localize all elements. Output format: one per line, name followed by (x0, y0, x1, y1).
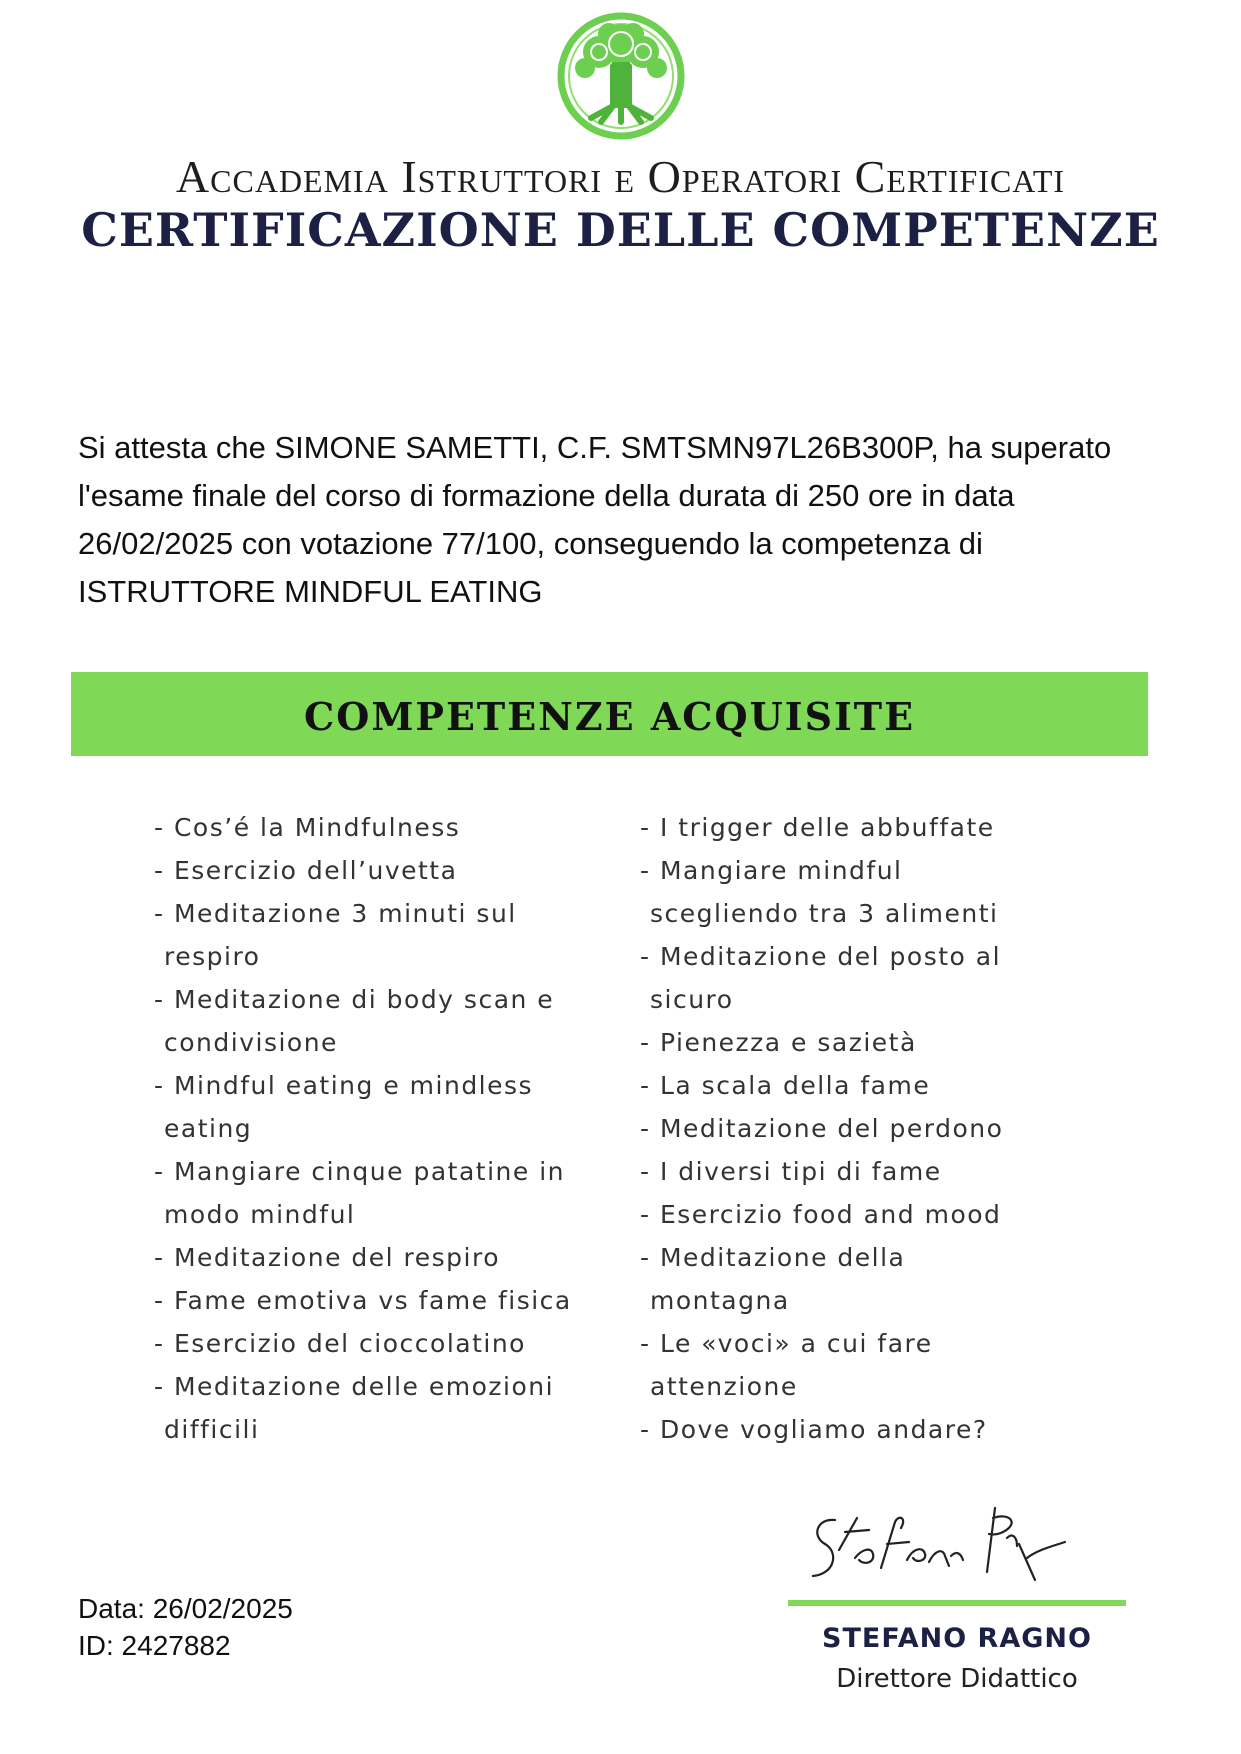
list-line: - Meditazione del posto al (640, 942, 1002, 971)
list-line: - Meditazione della (640, 1243, 906, 1272)
competences-banner (71, 672, 1148, 756)
issue-date: Data: 26/02/2025 (78, 1593, 293, 1624)
list-line: - Meditazione di body scan e (154, 985, 555, 1014)
list-line: - Esercizio dell’uvetta (154, 856, 458, 885)
certificate-meta (78, 1590, 293, 1664)
certificate-id: ID: 2427882 (78, 1630, 231, 1661)
list-line: - Pienezza e sazietà (640, 1028, 917, 1057)
competences-list-left (154, 806, 614, 1451)
list-line: - Esercizio del cioccolatino (154, 1329, 526, 1358)
signer-name: STEFANO RAGNO (822, 1623, 1092, 1654)
handwritten-signature (795, 1488, 1090, 1598)
list-line: - Mangiare mindful (640, 856, 903, 885)
tree-of-life-icon (555, 10, 687, 142)
list-line: respiro (164, 942, 261, 971)
list-line: - La scala della fame (640, 1071, 931, 1100)
list-line: - Mindful eating e mindless (154, 1071, 534, 1100)
signature-rule (788, 1600, 1126, 1606)
list-line: difficili (164, 1415, 260, 1444)
list-line: - Meditazione delle emozioni (154, 1372, 555, 1401)
list-line: scegliendo tra 3 alimenti (650, 899, 999, 928)
competences-title: COMPETENZE ACQUISITE (303, 694, 916, 739)
list-line: - Esercizio food and mood (640, 1200, 1002, 1229)
list-line: montagna (650, 1286, 790, 1315)
list-line: modo mindful (164, 1200, 356, 1229)
list-line: - Mangiare cinque patatine in (154, 1157, 565, 1186)
list-line: - Cos’é la Mindfulness (154, 813, 461, 842)
list-line: - Le «voci» a cui fare (640, 1329, 933, 1358)
list-line: - Dove vogliamo andare? (640, 1415, 988, 1444)
list-line: - Meditazione del respiro (154, 1243, 501, 1272)
list-line: - I trigger delle abbuffate (640, 813, 995, 842)
list-line: sicuro (650, 985, 734, 1014)
attestation-statement: Si attesta che SIMONE SAMETTI, C.F. SMTSMN97L26B300P, ha superato l'esame finale del corso di formazione della durata di 250 ore in data 26/02/2025 con votazione 77/100, conseguendo la competenza di ISTRUTTORE MINDFUL EATING (78, 430, 1112, 609)
list-line: - Meditazione 3 minuti sul (154, 899, 517, 928)
list-line: eating (164, 1114, 253, 1143)
list-line: attenzione (650, 1372, 798, 1401)
academy-name: Accademia Istruttori e Operatori Certificati (175, 151, 1066, 202)
signer-role: Direttore Didattico (836, 1664, 1078, 1694)
list-line: - Fame emotiva vs fame fisica (154, 1286, 572, 1315)
list-line: - I diversi tipi di fame (640, 1157, 942, 1186)
certificate-title: CERTIFICAZIONE DELLE COMPETENZE (81, 203, 1160, 257)
list-line: condivisione (164, 1028, 338, 1057)
list-line: - Meditazione del perdono (640, 1114, 1004, 1143)
competences-list-right (640, 806, 1090, 1451)
